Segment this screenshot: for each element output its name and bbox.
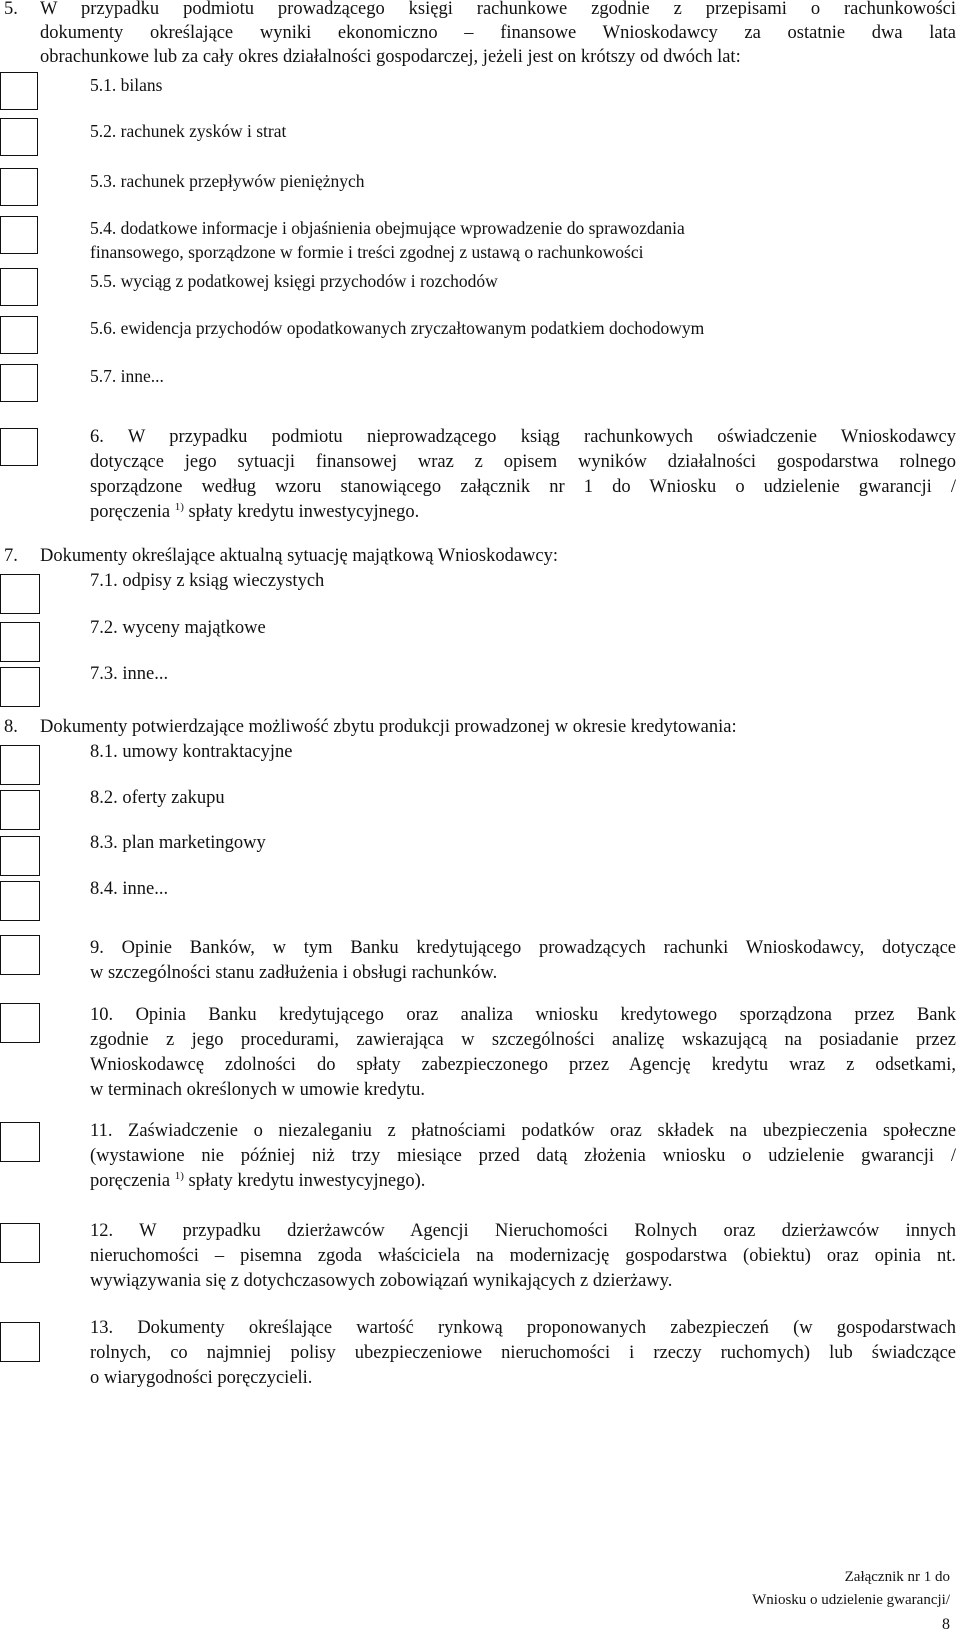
section-11-line1: 11. Zaświadczenie o niezaleganiu z płatnościami podatków oraz składek na ubezpieczenia społeczne <box>90 1121 956 1141</box>
checkbox-6[interactable] <box>0 428 38 466</box>
section-12-line3: wywiązywania się z dotychczasowych zobowiązań wynikających z dzierżawy. <box>90 1271 673 1291</box>
checkbox-5-5[interactable] <box>0 268 38 306</box>
checkbox-5-4[interactable] <box>0 216 38 254</box>
section-13-line3: o wiarygodności poręczycieli. <box>90 1368 313 1388</box>
item-7-2-label: 7.2. wyceny majątkowe <box>90 618 266 638</box>
checkbox-13[interactable] <box>0 1322 40 1362</box>
footer-attachment-line2: Wniosku o udzielenie gwarancji/ <box>752 1592 950 1608</box>
checkbox-8-4[interactable] <box>0 881 40 921</box>
checkbox-5-2[interactable] <box>0 118 38 156</box>
section-5-number: 5. <box>4 0 18 19</box>
page-number: 8 <box>942 1616 950 1633</box>
section-6-line1: 6. W przypadku podmiotu nieprowadzącego ksiąg rachunkowych oświadczenie Wnioskodawcy <box>90 427 956 447</box>
checkbox-5-1[interactable] <box>0 72 38 110</box>
checkbox-7-3[interactable] <box>0 667 40 707</box>
item-7-1-label: 7.1. odpisy z ksiąg wieczystych <box>90 571 325 591</box>
section-11-line3-end: spłaty kredytu inwestycyjnego). <box>183 1171 426 1191</box>
checkbox-5-6[interactable] <box>0 316 38 354</box>
section-7-heading: Dokumenty określające aktualną sytuację majątkową Wnioskodawcy: <box>40 546 558 566</box>
checkbox-12[interactable] <box>0 1223 40 1263</box>
section-12-line1: 12. W przypadku dzierżawców Agencji Nieruchomości Rolnych oraz dzierżawców innych <box>90 1221 956 1241</box>
item-8-1-label: 8.1. umowy kontraktacyjne <box>90 742 293 762</box>
checkbox-7-2[interactable] <box>0 622 40 662</box>
footer-attachment-line1: Załącznik nr 1 do <box>844 1569 950 1585</box>
checkbox-5-7[interactable] <box>0 364 38 402</box>
section-9-line1: 9. Opinie Banków, w tym Banku kredytującego prowadzących rachunki Wnioskodawcy, dotyczące <box>90 938 956 958</box>
item-8-2-label: 8.2. oferty zakupu <box>90 788 225 808</box>
checkbox-9[interactable] <box>0 935 40 975</box>
checkbox-8-1[interactable] <box>0 745 40 785</box>
checkbox-8-3[interactable] <box>0 836 40 876</box>
item-5-3-label: 5.3. rachunek przepływów pieniężnych <box>90 171 365 191</box>
section-6-line3: sporządzone według wzoru stanowiącego załącznik nr 1 do Wniosku o udzielenie gwarancji / <box>90 477 956 497</box>
item-8-3-label: 8.3. plan marketingowy <box>90 833 266 853</box>
item-8-4-label: 8.4. inne... <box>90 879 169 899</box>
section-11-line3-start: poręczenia <box>90 1171 171 1191</box>
checkbox-8-2[interactable] <box>0 790 40 830</box>
item-5-2-label: 5.2. rachunek zysków i strat <box>90 121 287 141</box>
section-11-line2: (wystawione nie później niż trzy miesiące przed datą złożenia wniosku o udzielenie gwarancji / <box>90 1146 956 1166</box>
item-5-7-label: 5.7. inne... <box>90 366 164 386</box>
item-5-4-label: 5.4. dodatkowe informacje i objaśnienia obejmujące wprowadzenie do sprawozdania <box>90 218 685 238</box>
item-7-3-label: 7.3. inne... <box>90 664 169 684</box>
section-13-line2: rolnych, co najmniej polisy ubezpieczeniowe nieruchomości i rzeczy ruchomych) lub świadczące <box>90 1343 956 1363</box>
section-6-line4-end: spłaty kredytu inwestycyjnego. <box>183 502 420 522</box>
item-5-4-continuation: finansowego, sporządzone w formie i treści zgodnej z ustawą o rachunkowości <box>90 242 644 262</box>
section-7-number: 7. <box>4 546 18 566</box>
checkbox-10[interactable] <box>0 1003 40 1043</box>
section-12-line2: nieruchomości – pisemna zgoda właściciela na modernizację gospodarstwa (obiektu) oraz opinia nt. <box>90 1246 956 1266</box>
section-8-heading: Dokumenty potwierdzające możliwość zbytu produkcji prowadzonej w okresie kredytowania: <box>40 717 737 737</box>
section-10-line1: 10. Opinia Banku kredytującego oraz analiza wniosku kredytowego sporządzona przez Bank <box>90 1005 956 1025</box>
section-5-text-line2: dokumenty określające wyniki ekonomiczno – finansowe Wnioskodawcy za ostatnie dwa lata <box>40 23 956 43</box>
section-10-line2: zgodnie z jego procedurami, zawierająca w szczególności analizę wskazującą na posiadanie przez <box>90 1030 956 1050</box>
item-5-1-label: 5.1. bilans <box>90 75 163 95</box>
checkbox-11[interactable] <box>0 1122 40 1162</box>
section-6-line4-start: poręczenia <box>90 502 171 522</box>
section-13-line1: 13. Dokumenty określające wartość rynkową proponowanych zabezpieczeń (w gospodarstwach <box>90 1318 956 1338</box>
checkbox-7-1[interactable] <box>0 574 40 614</box>
item-5-5-label: 5.5. wyciąg z podatkowej księgi przychodów i rozchodów <box>90 271 498 291</box>
section-11-line3 <box>90 1169 425 1194</box>
section-5-text-line1: W przypadku podmiotu prowadzącego księgi rachunkowe zgodnie z przepisami o rachunkowości <box>40 0 956 19</box>
item-5-6-label: 5.6. ewidencja przychodów opodatkowanych zryczałtowanym podatkiem dochodowym <box>90 318 705 338</box>
footnote-marker: 1) <box>174 501 184 513</box>
section-5-text-line3: obrachunkowe lub za cały okres działalności gospodarczej, jeżeli jest on krótszy od dwóch lat: <box>40 47 741 67</box>
section-10-line3: Wnioskodawcę zdolności do spłaty zabezpieczonego przez Agencję kredytu wraz z odsetkami, <box>90 1055 956 1075</box>
section-9-line2: w szczególności stanu zadłużenia i obsługi rachunków. <box>90 963 498 983</box>
section-6-line4 <box>90 500 419 525</box>
section-8-number: 8. <box>4 717 18 737</box>
section-10-line4: w terminach określonych w umowie kredytu. <box>90 1080 425 1100</box>
footnote-marker: 1) <box>174 1170 184 1182</box>
checkbox-5-3[interactable] <box>0 168 38 206</box>
section-6-line2: dotyczące jego sytuacji finansowej wraz z opisem wyników działalności gospodarstwa rolnego <box>90 452 956 472</box>
